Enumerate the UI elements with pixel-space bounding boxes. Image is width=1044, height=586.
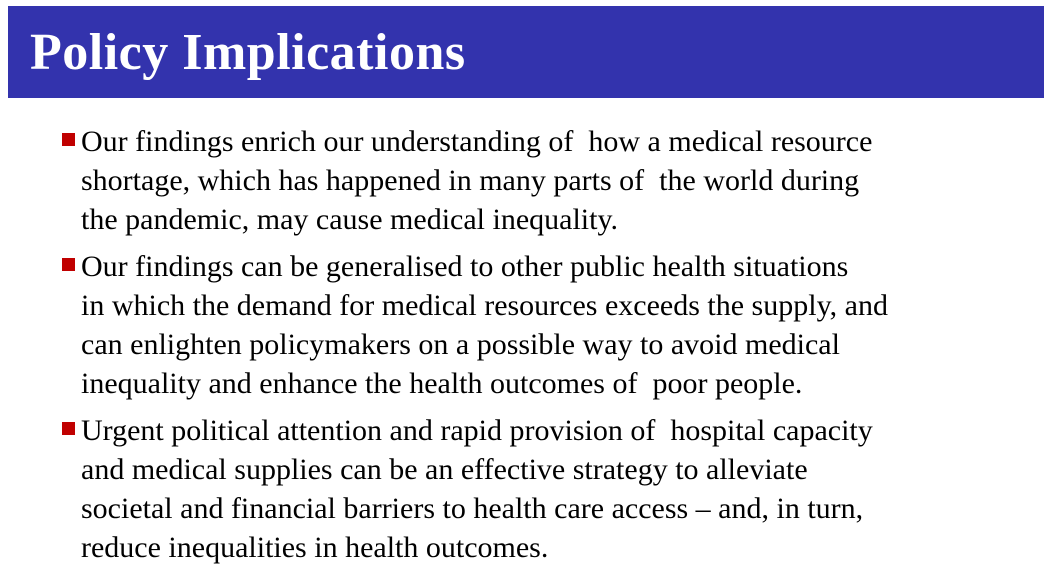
bullet-square-icon [62,133,75,146]
bullet-1-line-1: Our findings enrich our understanding of how a medical resource [81,125,873,158]
bullet-3-line-2: and medical supplies can be an effective strategy to alleviate [81,453,808,486]
bullet-2-line-1: Our findings can be generalised to other public health situations [81,250,849,283]
bullet-text-1 [81,122,872,239]
slide-title: Policy Implications [30,23,466,81]
bullet-item-1 [62,122,1034,239]
bullet-item-2 [62,247,1034,403]
bullet-square-icon [62,258,75,271]
bullet-1-line-3: the pandemic, may cause medical inequality. [81,203,619,236]
bullet-text-2 [81,247,888,403]
bullet-text-3 [81,411,873,567]
bullet-item-3 [62,411,1034,567]
bullet-3-line-4: reduce inequalities in health outcomes. [81,531,549,564]
slide-title-band [8,6,1044,98]
bullet-1-line-2: shortage, which has happened in many parts of the world during [81,164,860,197]
bullet-2-line-2: in which the demand for medical resources exceeds the supply, and [81,289,888,322]
bullet-3-line-1: Urgent political attention and rapid provision of hospital capacity [81,414,873,447]
slide-body [62,122,1034,575]
bullet-square-icon [62,422,75,435]
bullet-2-line-3: can enlighten policymakers on a possible way to avoid medical [81,328,840,361]
bullet-2-line-4: inequality and enhance the health outcomes of poor people. [81,367,803,400]
bullet-3-line-3: societal and financial barriers to health care access – and, in turn, [81,492,864,525]
